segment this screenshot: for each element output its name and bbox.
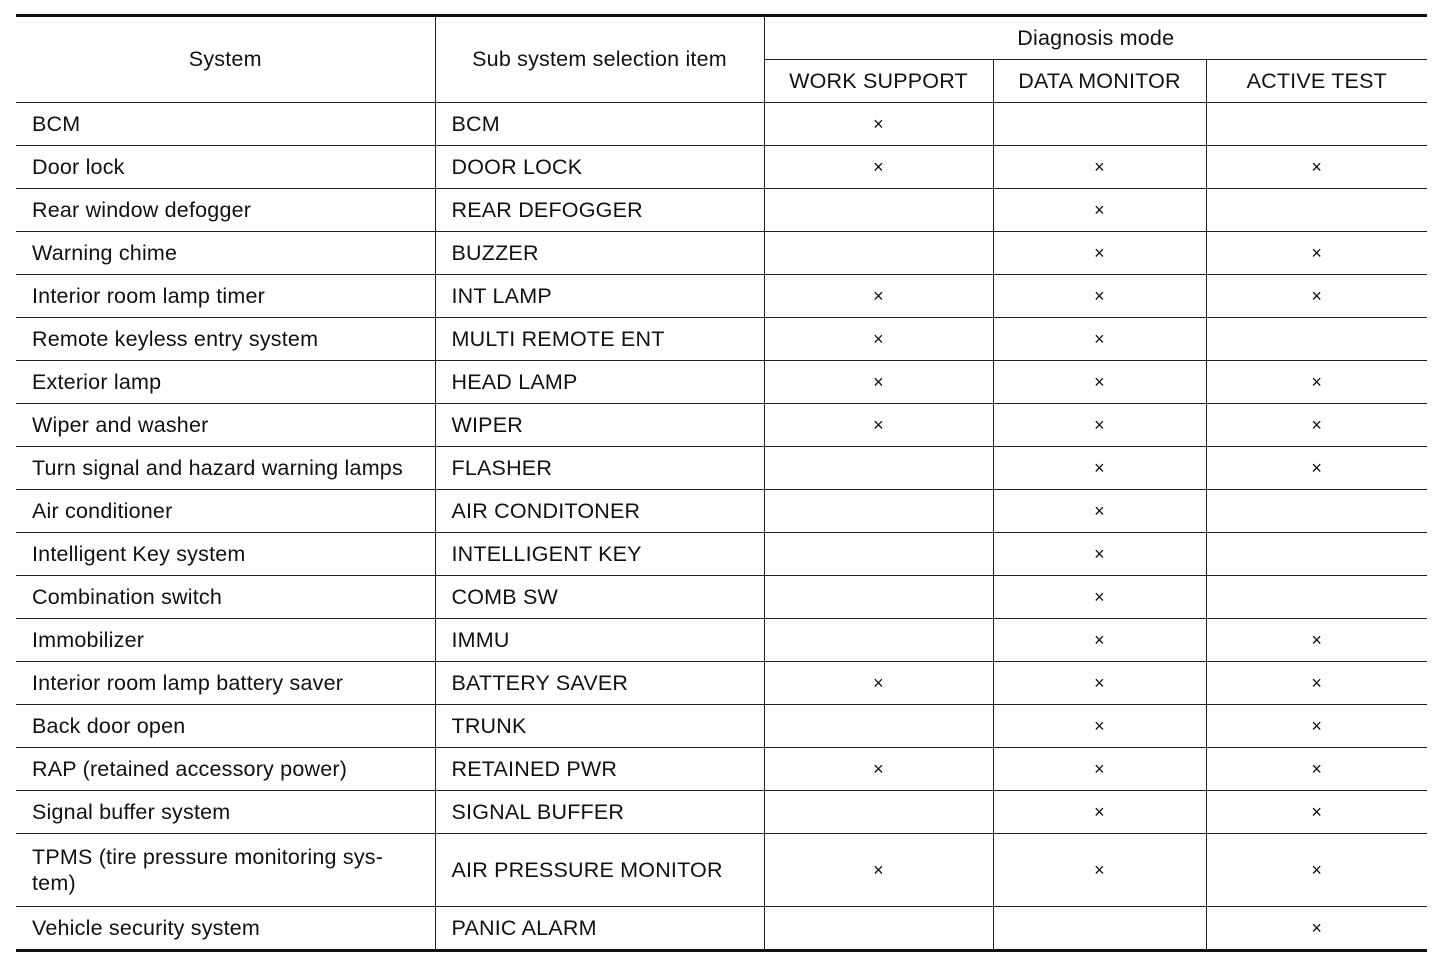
work-support-mark <box>764 705 993 748</box>
work-support-mark: × <box>764 318 993 361</box>
sub-system-cell: HEAD LAMP <box>435 361 764 404</box>
active-test-mark: × <box>1206 146 1427 189</box>
data-monitor-mark: × <box>993 404 1206 447</box>
work-support-mark <box>764 791 993 834</box>
work-support-mark <box>764 232 993 275</box>
table-row <box>16 232 1427 275</box>
data-monitor-mark: × <box>993 232 1206 275</box>
table-row <box>16 907 1427 951</box>
system-cell: Rear window defogger <box>16 189 435 232</box>
active-test-mark: × <box>1206 705 1427 748</box>
table-row <box>16 662 1427 705</box>
data-monitor-mark: × <box>993 619 1206 662</box>
table-row <box>16 361 1427 404</box>
system-cell: Remote keyless entry system <box>16 318 435 361</box>
data-monitor-mark: × <box>993 490 1206 533</box>
work-support-mark: × <box>764 146 993 189</box>
data-monitor-mark: × <box>993 533 1206 576</box>
active-test-mark: × <box>1206 748 1427 791</box>
work-support-mark <box>764 189 993 232</box>
system-cell: Signal buffer system <box>16 791 435 834</box>
system-cell: Exterior lamp <box>16 361 435 404</box>
system-cell-line: tem) <box>32 871 76 895</box>
header-sub-system: Sub system selection item <box>435 16 764 103</box>
diagnosis-mode-table <box>16 14 1427 952</box>
system-cell: Air conditioner <box>16 490 435 533</box>
active-test-mark: × <box>1206 232 1427 275</box>
data-monitor-mark: × <box>993 662 1206 705</box>
table-row <box>16 490 1427 533</box>
system-cell: Intelligent Key system <box>16 533 435 576</box>
header-diagnosis-mode: Diagnosis mode <box>764 16 1427 60</box>
data-monitor-mark <box>993 907 1206 951</box>
sub-system-cell: DOOR LOCK <box>435 146 764 189</box>
table-row <box>16 619 1427 662</box>
sub-system-cell: RETAINED PWR <box>435 748 764 791</box>
work-support-mark <box>764 533 993 576</box>
system-cell: Vehicle security system <box>16 907 435 951</box>
sub-system-cell: WIPER <box>435 404 764 447</box>
data-monitor-mark: × <box>993 834 1206 907</box>
active-test-mark: × <box>1206 275 1427 318</box>
sub-system-cell: INTELLIGENT KEY <box>435 533 764 576</box>
active-test-mark <box>1206 189 1427 232</box>
system-cell: Interior room lamp battery saver <box>16 662 435 705</box>
active-test-mark: × <box>1206 447 1427 490</box>
header-active-test: ACTIVE TEST <box>1206 60 1427 103</box>
system-cell: Turn signal and hazard warning lamps <box>16 447 435 490</box>
sub-system-cell: BUZZER <box>435 232 764 275</box>
table-row <box>16 189 1427 232</box>
active-test-mark: × <box>1206 619 1427 662</box>
work-support-mark <box>764 576 993 619</box>
sub-system-cell: MULTI REMOTE ENT <box>435 318 764 361</box>
system-cell: Warning chime <box>16 232 435 275</box>
sub-system-cell: INT LAMP <box>435 275 764 318</box>
work-support-mark: × <box>764 404 993 447</box>
table-row <box>16 404 1427 447</box>
work-support-mark <box>764 490 993 533</box>
table-row <box>16 103 1427 146</box>
table-row <box>16 705 1427 748</box>
work-support-mark <box>764 907 993 951</box>
data-monitor-mark: × <box>993 576 1206 619</box>
work-support-mark: × <box>764 275 993 318</box>
sub-system-cell: FLASHER <box>435 447 764 490</box>
active-test-mark <box>1206 533 1427 576</box>
system-cell <box>16 834 435 907</box>
work-support-mark: × <box>764 103 993 146</box>
sub-system-cell: COMB SW <box>435 576 764 619</box>
header-system: System <box>16 16 435 103</box>
active-test-mark: × <box>1206 662 1427 705</box>
system-cell-line: TPMS (tire pressure monitoring sys- <box>32 845 384 869</box>
work-support-mark <box>764 619 993 662</box>
data-monitor-mark: × <box>993 361 1206 404</box>
data-monitor-mark <box>993 103 1206 146</box>
system-cell: Wiper and washer <box>16 404 435 447</box>
sub-system-cell: BCM <box>435 103 764 146</box>
active-test-mark <box>1206 103 1427 146</box>
table-row <box>16 275 1427 318</box>
data-monitor-mark: × <box>993 318 1206 361</box>
table-row <box>16 834 1427 907</box>
work-support-mark: × <box>764 834 993 907</box>
table-row <box>16 447 1427 490</box>
sub-system-cell: SIGNAL BUFFER <box>435 791 764 834</box>
system-cell: Immobilizer <box>16 619 435 662</box>
data-monitor-mark: × <box>993 146 1206 189</box>
work-support-mark: × <box>764 361 993 404</box>
active-test-mark: × <box>1206 834 1427 907</box>
work-support-mark <box>764 447 993 490</box>
sub-system-cell: AIR PRESSURE MONITOR <box>435 834 764 907</box>
active-test-mark: × <box>1206 907 1427 951</box>
system-cell: Back door open <box>16 705 435 748</box>
sub-system-cell: IMMU <box>435 619 764 662</box>
sub-system-cell: BATTERY SAVER <box>435 662 764 705</box>
data-monitor-mark: × <box>993 791 1206 834</box>
sub-system-cell: PANIC ALARM <box>435 907 764 951</box>
active-test-mark <box>1206 576 1427 619</box>
data-monitor-mark: × <box>993 275 1206 318</box>
system-cell: RAP (retained accessory power) <box>16 748 435 791</box>
sub-system-cell: TRUNK <box>435 705 764 748</box>
active-test-mark <box>1206 490 1427 533</box>
system-cell: Combination switch <box>16 576 435 619</box>
header-work-support: WORK SUPPORT <box>764 60 993 103</box>
sub-system-cell: REAR DEFOGGER <box>435 189 764 232</box>
active-test-mark <box>1206 318 1427 361</box>
header-data-monitor: DATA MONITOR <box>993 60 1206 103</box>
table-row <box>16 748 1427 791</box>
data-monitor-mark: × <box>993 189 1206 232</box>
sub-system-cell: AIR CONDITONER <box>435 490 764 533</box>
system-cell: Door lock <box>16 146 435 189</box>
active-test-mark: × <box>1206 404 1427 447</box>
data-monitor-mark: × <box>993 447 1206 490</box>
data-monitor-mark: × <box>993 705 1206 748</box>
table-row <box>16 318 1427 361</box>
work-support-mark: × <box>764 748 993 791</box>
table-row <box>16 576 1427 619</box>
system-cell: BCM <box>16 103 435 146</box>
table-row <box>16 791 1427 834</box>
table-row <box>16 533 1427 576</box>
work-support-mark: × <box>764 662 993 705</box>
data-monitor-mark: × <box>993 748 1206 791</box>
active-test-mark: × <box>1206 361 1427 404</box>
active-test-mark: × <box>1206 791 1427 834</box>
system-cell: Interior room lamp timer <box>16 275 435 318</box>
table-row <box>16 146 1427 189</box>
